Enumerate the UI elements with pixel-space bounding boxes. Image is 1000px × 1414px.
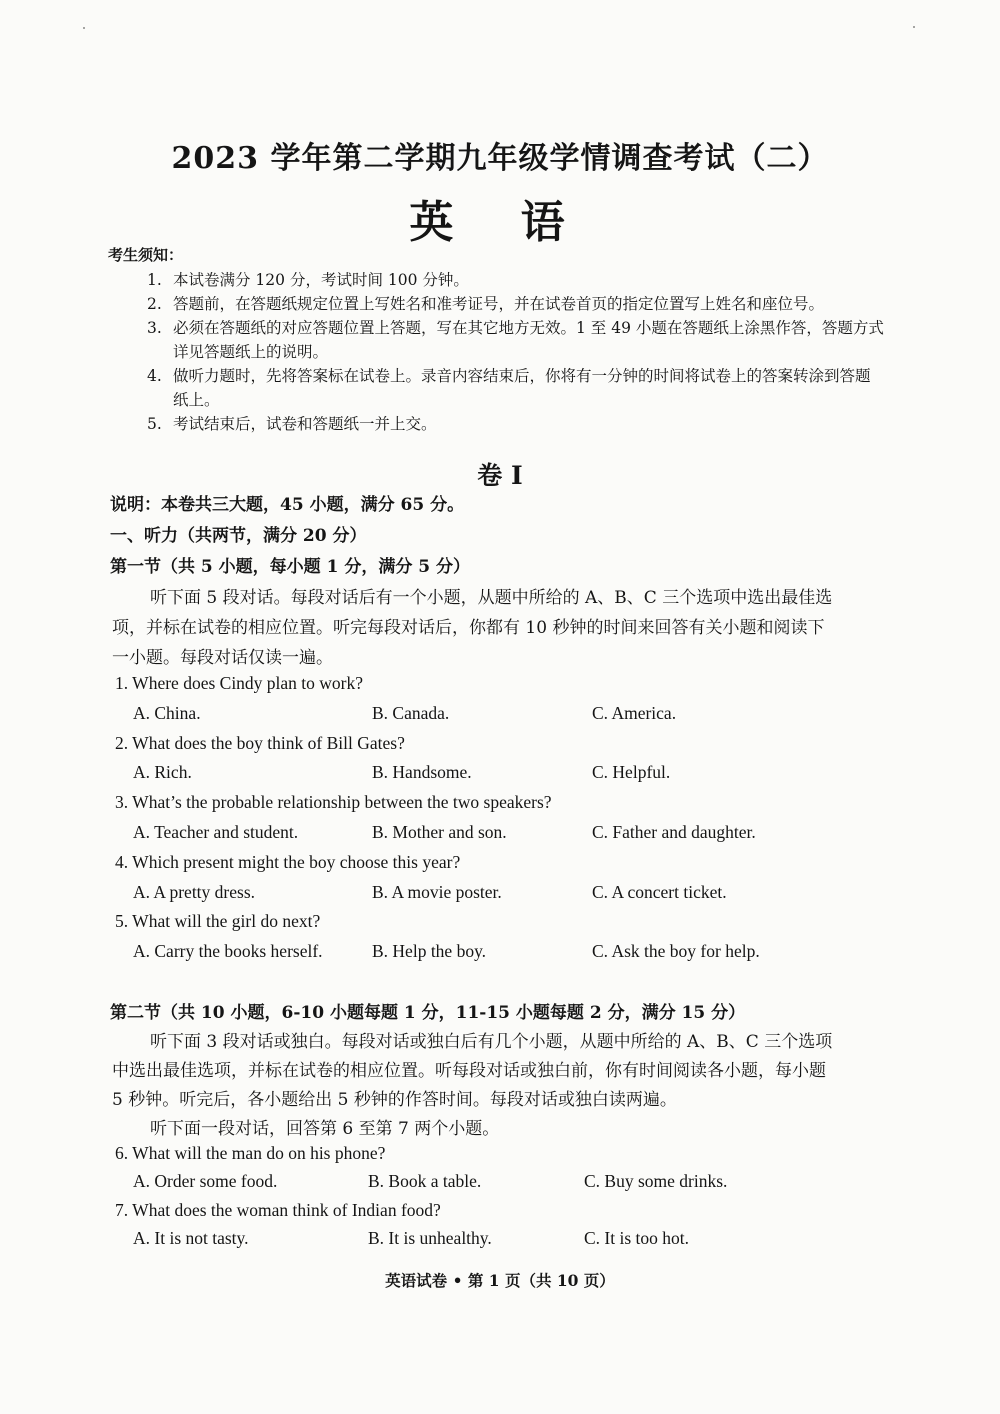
option-c: C. Ask the boy for help.	[592, 941, 760, 961]
instruction-line: 一小题。每段对话仅读一遍。	[112, 648, 333, 668]
notice-text: 做听力题时，先将答案标在试卷上。录音内容结束后，你将有一分钟的时间将试卷上的答案转涂到答题	[173, 367, 871, 385]
scan-speck	[913, 26, 915, 28]
volume-title: 卷 I	[477, 461, 523, 490]
notice-number: 3.	[147, 319, 162, 337]
exam-title: 2023 学年第二学期九年级学情调查考试（二）	[171, 141, 829, 176]
section-two-heading: 第二节（共 10 小题，6-10 小题每题 1 分，11-15 小题每题 2 分，满分 15 分）	[110, 1003, 746, 1023]
instruction-line: 项，并标在试卷的相应位置。听完每段对话后，你都有 10 秒钟的时间来回答有关小题和阅读下	[112, 618, 825, 638]
option-a: A. Order some food.	[133, 1171, 278, 1191]
option-c: C. Father and daughter.	[592, 822, 756, 842]
notice-item	[147, 364, 871, 386]
notice-item	[147, 316, 884, 338]
instruction-line: 听下面 3 段对话或独白。每段对话或独白后有几个小题，从题中所给的 A、B、C 三个选项	[150, 1032, 833, 1052]
option-a: A. Rich.	[133, 762, 192, 782]
option-a: A. A pretty dress.	[133, 882, 256, 902]
volume-description: 说明：本卷共三大题，45 小题，满分 65 分。	[110, 495, 465, 515]
notice-heading: 考生须知：	[108, 246, 184, 264]
notice-item	[147, 268, 469, 290]
option-c: C. Buy some drinks.	[584, 1171, 728, 1191]
question-stem: 1. Where does Cindy plan to work?	[115, 673, 364, 693]
question-stem: 2. What does the boy think of Bill Gates?	[115, 733, 405, 753]
option-c: C. America.	[592, 703, 677, 723]
option-b: B. Book a table.	[368, 1171, 482, 1191]
notice-number: 4.	[147, 367, 162, 385]
option-b: B. It is unhealthy.	[368, 1228, 492, 1248]
option-a: A. Teacher and student.	[133, 822, 299, 842]
option-b: B. A movie poster.	[372, 882, 502, 902]
option-b: B. Canada.	[372, 703, 450, 723]
instruction-line: 中选出最佳选项，并标在试卷的相应位置。听每段对话或独白前，你有时间阅读各小题，每小题	[112, 1061, 826, 1081]
question-stem: 5. What will the girl do next?	[115, 911, 321, 931]
scan-speck	[83, 27, 85, 29]
option-c: C. It is too hot.	[584, 1228, 690, 1248]
notice-text-continued: 详见答题纸上的说明。	[173, 343, 329, 361]
notice-text: 答题前，在答题纸规定位置上写姓名和准考证号，并在试卷首页的指定位置写上姓名和座位号。	[173, 295, 825, 313]
question-stem: 7. What does the woman think of Indian food?	[115, 1200, 441, 1220]
question-stem: 4. Which present might the boy choose this year?	[115, 852, 461, 872]
notice-number: 5.	[147, 415, 162, 433]
option-b: B. Handsome.	[372, 762, 472, 782]
notice-text-continued: 纸上。	[173, 391, 220, 409]
notice-text: 考试结束后，试卷和答题纸一并上交。	[173, 415, 437, 433]
option-b: B. Mother and son.	[372, 822, 507, 842]
option-c: C. Helpful.	[592, 762, 671, 782]
option-c: C. A concert ticket.	[592, 882, 727, 902]
part-one-heading: 一、听力（共两节，满分 20 分）	[110, 526, 367, 546]
option-a: A. China.	[133, 703, 201, 723]
notice-item	[147, 412, 437, 434]
notice-item	[147, 292, 824, 314]
option-b: B. Help the boy.	[372, 941, 487, 961]
page-footer: 英语试卷 • 第 1 页（共 10 页）	[385, 1271, 615, 1290]
instruction-line: 听下面 5 段对话。每段对话后有一个小题，从题中所给的 A、B、C 三个选项中选出最佳选	[150, 588, 833, 608]
notice-text: 本试卷满分 120 分，考试时间 100 分钟。	[173, 271, 469, 289]
section-one-heading: 第一节（共 5 小题，每小题 1 分，满分 5 分）	[110, 557, 470, 577]
question-stem: 6. What will the man do on his phone?	[115, 1143, 386, 1163]
subject-title: 英 语	[409, 197, 591, 248]
notice-text: 必须在答题纸的对应答题位置上答题，写在其它地方无效。1 至 49 小题在答题纸上涂黑作答，答题方式	[173, 319, 884, 337]
sub-instruction: 听下面一段对话，回答第 6 至第 7 两个小题。	[150, 1119, 500, 1139]
notice-number: 1.	[147, 271, 162, 289]
notice-number: 2.	[147, 295, 162, 313]
option-a: A. It is not tasty.	[133, 1228, 249, 1248]
instruction-line: 5 秒钟。听完后，各小题给出 5 秒钟的作答时间。每段对话或独白读两遍。	[112, 1090, 677, 1110]
option-a: A. Carry the books herself.	[133, 941, 323, 961]
question-stem: 3. What’s the probable relationship between the two speakers?	[115, 792, 552, 812]
